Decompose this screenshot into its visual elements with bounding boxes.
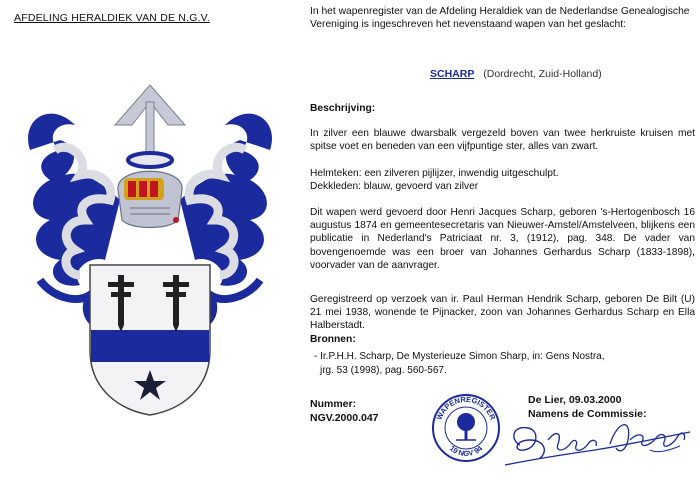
number-value: NGV.2000.047 [310,412,379,424]
registration-paragraph: Geregistreerd op verzoek van ir. Paul Herman Hendrik Scharp, geboren De Bilt (U) 21 mei 1938, wonende te Pijnacker, zoon van Johannes Gerhardus Scharp en Ella Halberstadt. [310,294,695,332]
tree-icon [456,413,476,440]
family-line [430,68,602,80]
commission-label: Namens de Commissie: [528,408,647,420]
crest-arrowhead [115,85,185,157]
intro-text: In het wapenregister van de Afdeling Heraldiek van de Nederlandse Genealogische Vereniging is ingeschreven het nevenstaand wapen van het geslacht: [310,6,690,31]
seal-bottom-text: 19 NGV 94 [447,443,485,459]
mantling-description: Dekkleden: blauw, gevoerd van zilver [310,181,479,192]
history-paragraph: Dit wapen werd gevoerd door Henri Jacques Scharp, geboren 's-Hertogenbosch 16 augustus 1874 en gemeentesecretaris van Nieuwer-Amstel/Amstelveen, blijkens een publicatie in Nederland's Patriciaat nr. 3, (1912), pag. 348. De vader van bovengenoemde was een broer van Johannes Gerhardus Scharp (1833-1898), voorvader van de aanvrager. [310,207,695,271]
coat-of-arms [20,80,280,420]
family-place: (Dordrecht, Zuid-Holland) [483,68,602,80]
number-label: Nummer: [310,398,357,410]
place-date: De Lier, 09.03.2000 [528,394,622,406]
wapenregister-seal [430,392,502,464]
sources-heading: Bronnen: [310,334,356,345]
helmet [118,171,182,227]
seal-top-text: WAPENREGISTER [434,394,498,422]
registration-number [310,397,379,425]
signature-image [500,410,695,476]
family-name: SCHARP [430,68,475,80]
department-heading: AFDELING HERALDIEK VAN DE N.G.V. [14,12,211,24]
shield-fess [91,330,209,362]
shield [90,265,210,415]
description-heading: Beschrijving: [310,103,376,114]
source-line-2: jrg. 53 (1998), pag. 560-567. [320,365,447,376]
crest-description: Helmteken: een zilveren pijlijzer, inwendig uitgeschulpt. [310,168,559,179]
shield-description: In zilver een blauwe dwarsbalk vergezeld boven van twee herkruiste kruisen met spitse voet en beneden van een vijfpuntige ster, alles van zwart. [310,128,695,153]
torse [128,153,172,167]
source-line-1: - Ir.P.H.H. Scharp, De Mysterieuze Simon Sharp, in: Gens Nostra, [314,351,605,362]
